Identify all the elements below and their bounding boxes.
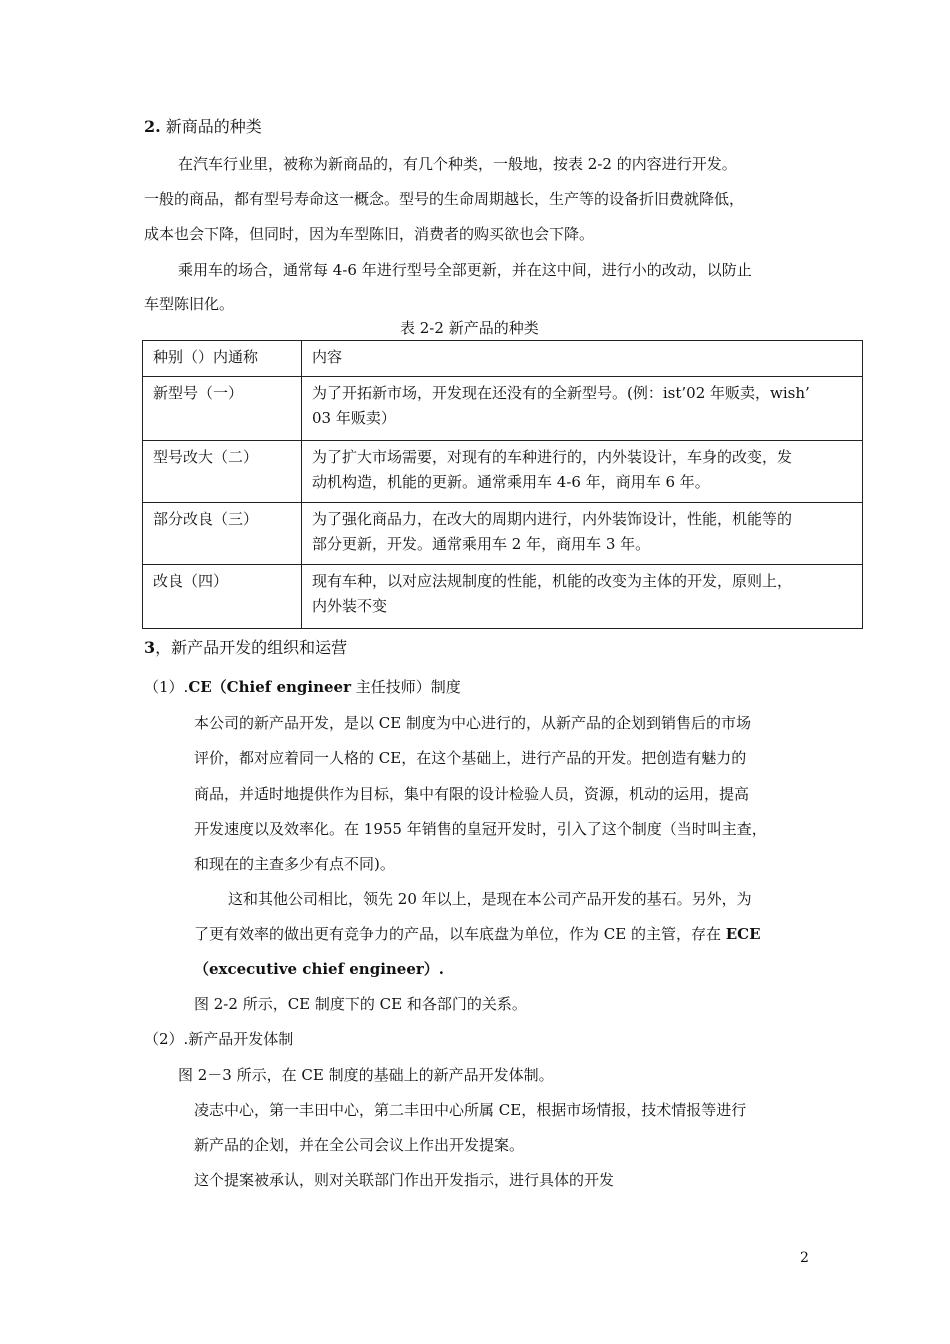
row-content-line: 动机构造，机能的更新。通常乘用车 4-6 年，商用车 6 年。 — [312, 473, 710, 491]
paragraph-line: 凌志中心，第一丰田中心，第二丰田中心所属 CE，根据市场情报，技术情报等进行 — [194, 1101, 747, 1119]
subsection1-heading — [144, 677, 461, 697]
ece-term: ECE — [725, 925, 761, 943]
table-row — [143, 565, 863, 629]
paragraph-line: 成本也会下降，但同时，因为车型陈旧，消费者的购买欲也会下降。 — [144, 225, 595, 243]
section2-heading — [144, 117, 262, 137]
product-kinds-table — [142, 340, 863, 629]
paragraph-line: 开发速度以及效率化。在 1955 年销售的皇冠开发时，引入了这个制度（当时叫主查， — [194, 820, 767, 838]
section3-heading — [144, 638, 347, 658]
section3-number: 3 — [144, 638, 156, 657]
paragraph-line: 和现在的主查多少有点不同)。 — [194, 855, 395, 873]
paragraph-text: 了更有效率的做出更有竞争力的产品，以车底盘为单位，作为 CE 的主管，存在 — [194, 925, 726, 943]
section3-title: ，新产品开发的组织和运营 — [155, 638, 348, 657]
row-content-line: 部分更新，开发。通常乘用车 2 年，商用车 3 年。 — [312, 535, 651, 553]
row-content — [302, 565, 863, 629]
paragraph-line: 这和其他公司相比，领先 20 年以上，是现在本公司产品开发的基石。另外，为 — [228, 890, 752, 908]
row-content-line: 03 年贩卖） — [312, 409, 396, 427]
row-content-line: 内外装不变 — [312, 597, 388, 615]
table-row — [143, 441, 863, 503]
row-content-line: 为了开拓新市场，开发现在还没有的全新型号。(例：ist’02 年贩卖，wish’ — [312, 384, 810, 402]
row-kind: 新型号（一） — [143, 377, 302, 441]
paragraph-line: 车型陈旧化。 — [144, 295, 235, 313]
subsection2-heading: （2）.新产品开发体制 — [144, 1030, 294, 1048]
row-kind: 型号改大（二） — [143, 441, 302, 503]
subsection1-title-bold: CE（Chief engineer — [188, 678, 351, 696]
row-content-line: 为了扩大市场需要，对现有的车种进行的，内外装设计，车身的改变，发 — [312, 448, 793, 466]
paragraph-line: 这个提案被承认，则对关联部门作出开发指示，进行具体的开发 — [194, 1171, 615, 1189]
table-row — [143, 503, 863, 565]
figure-reference: 图 2-2 所示，CE 制度下的 CE 和各部门的关系。 — [194, 995, 527, 1013]
table-row — [143, 377, 863, 441]
row-content-line: 为了强化商品力，在改大的周期内进行，内外装饰设计，性能，机能等的 — [312, 510, 793, 528]
row-kind: 改良（四） — [143, 565, 302, 629]
subsection1-prefix: （1）. — [144, 678, 189, 696]
section2-number: 2. — [144, 117, 161, 136]
figure-reference: 图 2－3 所示，在 CE 制度的基础上的新产品开发体制。 — [178, 1066, 554, 1084]
section2-title: 新商品的种类 — [165, 117, 262, 136]
page-number: 2 — [800, 1250, 809, 1266]
header-kind: 种别（）内通称 — [143, 341, 302, 377]
row-content — [302, 377, 863, 441]
table-header-row — [143, 341, 863, 377]
paragraph-line: 在汽车行业里，被称为新商品的，有几个种类，一般地，按表 2-2 的内容进行开发。 — [178, 155, 737, 173]
paragraph-line: 新产品的企划，并在全公司会议上作出开发提案。 — [194, 1136, 525, 1154]
paragraph-line: 乘用车的场合，通常每 4-6 年进行型号全部更新，并在这中间，进行小的改动，以防止 — [178, 261, 752, 279]
ece-full-name: （excecutive chief engineer）. — [194, 960, 445, 978]
header-content: 内容 — [302, 341, 863, 377]
row-kind: 部分改良（三） — [143, 503, 302, 565]
row-content — [302, 503, 863, 565]
paragraph-line — [194, 924, 761, 944]
paragraph-line: 评价，都对应着同一人格的 CE，在这个基础上，进行产品的开发。把创造有魅力的 — [194, 749, 747, 767]
table-caption: 表 2-2 新产品的种类 — [400, 319, 539, 337]
row-content-line: 现有车种，以对应法规制度的性能，机能的改变为主体的开发，原则上， — [312, 572, 793, 590]
row-content — [302, 441, 863, 503]
paragraph-line: 本公司的新产品开发，是以 CE 制度为中心进行的，从新产品的企划到销售后的市场 — [194, 714, 751, 732]
paragraph-line: 商品，并适时地提供作为目标，集中有限的设计检验人员，资源，机动的运用，提高 — [194, 785, 750, 803]
subsection1-title-rest: 主任技师）制度 — [350, 678, 461, 696]
paragraph-line: 一般的商品，都有型号寿命这一概念。型号的生命周期越长，生产等的设备折旧费就降低， — [144, 190, 745, 208]
